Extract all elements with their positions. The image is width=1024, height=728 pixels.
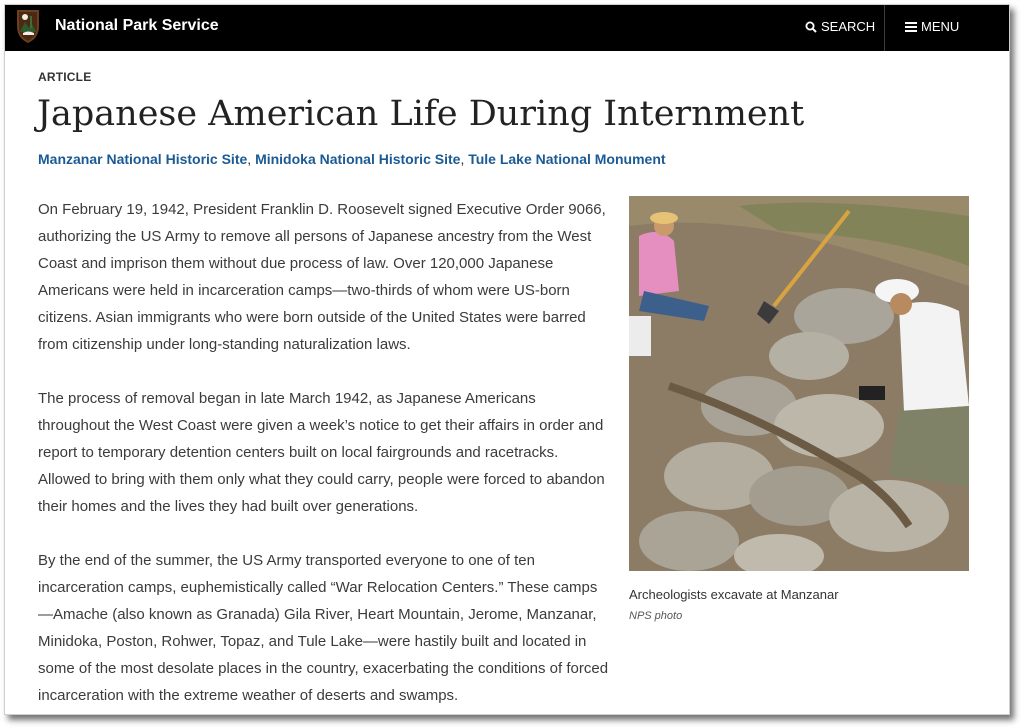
- article-paragraph: By the end of the summer, the US Army transported everyone to one of ten incarceration camps, euphemistically called “War Relocation Centers.” These camps—Amache (also known as Granada) Gila River, Heart Mountain, Jerome, Manzanar, Minidoka, Poston, Rohwer, Topaz, and Tule Lake—were hastily built and located in some of the most desolate places in the country, exacerbating the conditions of forced incarceration with the extreme weather of deserts and swamps.: [38, 552, 609, 704]
- park-link-manzanar[interactable]: Manzanar National Historic Site: [38, 151, 248, 167]
- park-link-separator: ,: [247, 151, 252, 167]
- search-icon: [805, 21, 817, 33]
- hamburger-menu-icon: [905, 22, 917, 32]
- article-body: [38, 196, 610, 715]
- excavation-photo: [629, 196, 969, 571]
- site-name[interactable]: National Park Service: [55, 17, 219, 34]
- article-paragraph: The process of removal began in late March 1942, as Japanese Americans throughout the West Coast were given a week’s notice to get their affairs in order and report to temporary detention centers built on local fairgrounds and racetracks. Allowed to bring with them only what they could carry, people were forced to abandon their homes and the lives they had built over generations.: [38, 390, 605, 515]
- park-link-minidoka[interactable]: Minidoka National Historic Site: [255, 151, 461, 167]
- nps-arrowhead-logo-icon[interactable]: [15, 8, 41, 44]
- article-type-label: ARTICLE: [38, 70, 92, 84]
- photo-caption: Archeologists excavate at Manzanar: [629, 587, 839, 602]
- park-link-separator: ,: [460, 151, 465, 167]
- photo-credit: NPS photo: [629, 610, 683, 622]
- related-park-links: [38, 151, 666, 167]
- page-title: Japanese American Life During Internment: [37, 94, 805, 134]
- browser-page: [4, 4, 1010, 715]
- nav-divider: [884, 5, 885, 51]
- article-paragraph: On February 19, 1942, President Franklin D. Roosevelt signed Executive Order 9066, authorizing the US Army to remove all persons of Japanese ancestry from the West Coast and imprison them without due process of law. Over 120,000 Japanese Americans were held in incarceration camps—two-thirds of whom were US-born citizens. Asian immigrants who were born outside of the United States were barred from citizenship under long-standing naturalization laws.: [38, 201, 606, 353]
- menu-button[interactable]: [905, 19, 959, 34]
- nps-top-bar: [5, 5, 1009, 51]
- park-link-tule-lake[interactable]: Tule Lake National Monument: [468, 151, 666, 167]
- search-label: SEARCH: [821, 19, 876, 34]
- menu-label: MENU: [921, 19, 960, 34]
- search-button[interactable]: [805, 19, 875, 34]
